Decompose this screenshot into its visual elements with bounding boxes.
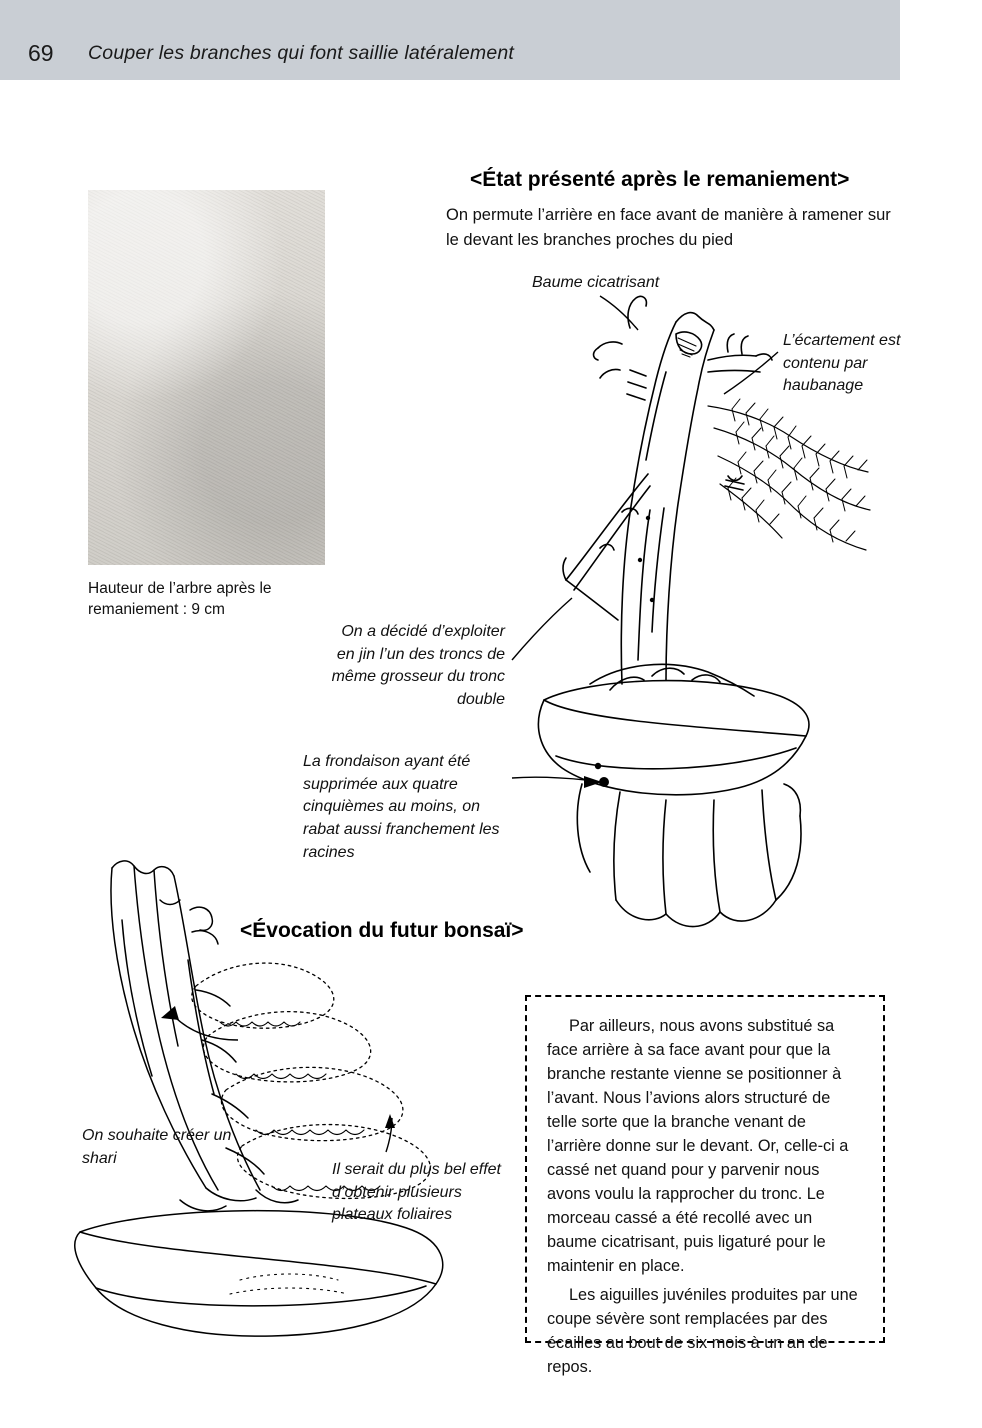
page-number: 69	[28, 40, 54, 66]
annotation-jin-tronc-double: On a décidé d’exploiter en jin l’un des troncs de même grosseur du tronc double	[331, 623, 505, 709]
annotation-shari: On souhaite créer un shari	[82, 1127, 232, 1167]
annotation-baume-cicatrisant: Baume cicatrisant	[532, 274, 660, 291]
note-paragraph-2: Les aiguilles juvéniles produites par une coupe sévère sont remplacées par des écailles au bout de six mois à un an de repos.	[547, 1286, 858, 1377]
page-title: Couper les branches qui font saillie latéralement	[88, 42, 515, 64]
annotation-ecartement-haubanage: L’écartement est contenu par haubanage	[783, 332, 901, 395]
annotation-frondaison-racines: La frondaison ayant été supprimée aux quatre cinquièmes au moins, on rabat aussi franchement les racines	[303, 753, 500, 861]
leader-arrow-frondaison	[584, 776, 602, 788]
leader-arrow-shari	[161, 1006, 179, 1020]
note-box	[525, 995, 885, 1377]
annotation-plateaux-foliaires: Il serait du plus bel effet d’obtenir plusieurs plateaux foliaires	[332, 1161, 501, 1224]
leader-dot-frondaison	[599, 777, 609, 787]
bonsai-photograph	[88, 190, 325, 565]
photo-caption: Hauteur de l’arbre après le remaniement : 9 cm	[88, 580, 272, 619]
leader-arrow-plateaux	[385, 1114, 395, 1128]
page-header-band	[0, 0, 900, 80]
section-intro-text: On permute l’arrière en face avant de manière à ramener sur le devant les branches proches du pied	[446, 206, 891, 249]
section-heading-etat-presente: <État présenté après le remaniement>	[470, 168, 850, 191]
photo-background	[88, 190, 325, 565]
note-paragraph-1: Par ailleurs, nous avons substitué sa face arrière à sa face avant pour que la branche restante vienne se positionner à l’avant. Nous l’avions alors structuré de telle sorte que la branche venant de l’arrière donne sur le devant. Or, celle-ci a cassé net quand pour y parvenir nous avons voulu la rapprocher du tronc. Le morceau cassé a été recollé avec un baume cicatrisant, puis ligaturé pour le maintenir en place.	[547, 1017, 849, 1275]
illustration-future-bonsai-sketch	[60, 840, 540, 1360]
section-heading-evocation-futur-bonsai: <Évocation du futur bonsaï>	[240, 919, 524, 942]
